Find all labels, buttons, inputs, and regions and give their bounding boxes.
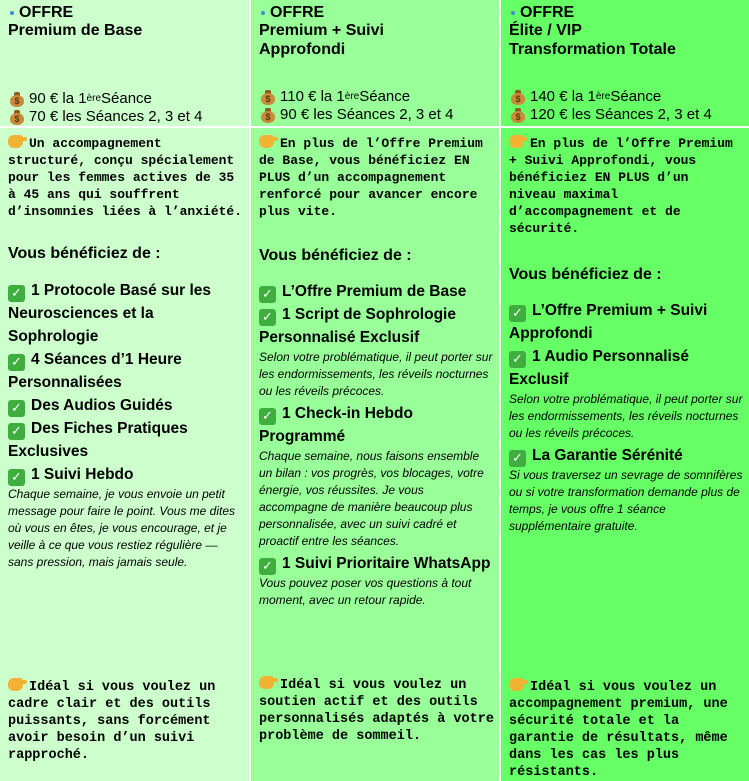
money-bag-icon (511, 108, 525, 123)
check-icon: ✓ (509, 450, 526, 467)
check-icon: ✓ (8, 354, 25, 371)
benefit-item: ✓ L’Offre Premium + Suivi Approfondi (509, 302, 708, 342)
check-icon: ✓ (259, 309, 276, 326)
check-icon: ✓ (8, 423, 25, 440)
price-line: $ 70 € les Séances 2, 3 et 4 (10, 108, 202, 126)
offer-body-premium-base (0, 128, 251, 781)
pointing-hand-icon (259, 135, 274, 148)
money-bag-icon (261, 90, 275, 105)
benefit-description: Chaque semaine, nous faisons ensemble un bilan : vos progrès, vos blocages, votre énergie, vos réussites. Je vous accompagne de manière beaucoup plus personnalisée, avec un suivi cadré et proactif entre les séances. (259, 449, 484, 548)
money-bag-icon (10, 92, 24, 107)
benefits-list (509, 299, 743, 535)
offer-header-premium-base (0, 0, 251, 128)
plan-title: Élite / VIP Transformation Totale (509, 22, 676, 58)
offer-body-elite-vip (501, 128, 749, 781)
plan-title: Premium de Base (8, 22, 143, 39)
benefit-item: ✓ Des Audios Guidés (8, 394, 243, 417)
benefits-list (8, 279, 243, 571)
check-icon: ✓ (259, 286, 276, 303)
money-bag-icon (261, 108, 275, 123)
ideal-note: Idéal si vous voulez un cadre clair et des outils puissants, sans forcément avoir besoin d’un suivi rapproché. (8, 680, 216, 763)
benefit-item: ✓ 1 Suivi Prioritaire WhatsApp (259, 552, 493, 575)
offre-label: OFFRE (509, 4, 743, 21)
money-bag-icon (511, 90, 525, 105)
offer-intro: Un accompagnement structuré, conçu spécialement pour les femmes actives de 35 à 45 ans qui souffrent d’insomnies liées à l’anxiété. (8, 136, 243, 219)
price-line: $ 120 € les Séances 2, 3 et 4 (511, 106, 712, 124)
benefit-description: Selon votre problématique, il peut porter sur les endormissements, les réveils nocturnes ou les réveils précoces. (509, 392, 743, 440)
offer-body-premium-suivi (251, 128, 501, 781)
pointing-hand-icon (8, 678, 23, 691)
price-block (261, 88, 453, 124)
benefit-item: ✓ 1 Audio Personnalisé Exclusif (509, 348, 690, 388)
check-icon: ✓ (259, 408, 276, 425)
offre-label: OFFRE (8, 4, 243, 21)
pointing-hand-icon (259, 676, 274, 689)
benefit-description: Chaque semaine, je vous envoie un petit message pour faire le point. Vous me dites où vous en êtes, je vous encourage, et je veille à ce que vous restiez régulière — sans pression, mais jamais seule. (8, 487, 236, 569)
bullet-dot-icon (261, 11, 265, 15)
benefits-heading: Vous bénéficiez de : (509, 266, 662, 283)
benefit-item: ✓ L’Offre Premium de Base (259, 280, 493, 303)
benefit-item: ✓ 4 Séances d’1 Heure Personnalisées (8, 351, 182, 391)
benefit-item: ✓ 1 Script de Sophrologie Personnalisé Exclusif (259, 306, 456, 346)
price-block (10, 90, 202, 126)
ideal-note: Idéal si vous voulez un soutien actif et des outils personnalisés adaptés à votre problème de sommeil. (259, 678, 494, 744)
check-icon: ✓ (259, 558, 276, 575)
benefit-description: Vous pouvez poser vos questions à tout moment, avec un retour rapide. (259, 576, 472, 607)
price-line: $ 140 € la 1 ère Séance (511, 88, 712, 106)
check-icon: ✓ (8, 285, 25, 302)
benefit-item: ✓ Des Fiches Pratiques Exclusives (8, 420, 188, 460)
check-icon: ✓ (8, 400, 25, 417)
check-icon: ✓ (509, 351, 526, 368)
ideal-note: Idéal si vous voulez un accompagnement premium, une sécurité totale et la garantie de résultats, même dans les cas les plus résistants. (509, 680, 728, 780)
plan-title: Premium + Suivi Approfondi (259, 22, 384, 58)
benefit-item: ✓ 1 Check-in Hebdo Programmé (259, 405, 413, 445)
benefit-description: Si vous traversez un sevrage de somnifères ou si votre transformation demande plus de temps, je vous offre 1 séance supplémentaire gratuite. (509, 468, 743, 533)
pointing-hand-icon (8, 135, 23, 148)
benefit-item: ✓ La Garantie Sérénité (509, 444, 743, 467)
price-line: $ 110 € la 1 ère Séance (261, 88, 453, 106)
check-icon: ✓ (509, 305, 526, 322)
price-block (511, 88, 712, 124)
bullet-dot-icon (10, 11, 14, 15)
offer-intro: En plus de l’Offre Premium + Suivi Approfondi, vous bénéficiez EN PLUS d’un niveau maximal d’accompagnement et de sécurité. (509, 136, 733, 236)
pointing-hand-icon (509, 135, 524, 148)
money-bag-icon (10, 110, 24, 125)
benefit-item: ✓ 1 Protocole Basé sur les Neurosciences et la Sophrologie (8, 282, 212, 345)
check-icon: ✓ (8, 469, 25, 486)
bullet-dot-icon (511, 11, 515, 15)
price-line: $ 90 € les Séances 2, 3 et 4 (261, 106, 453, 124)
benefits-heading: Vous bénéficiez de : (259, 247, 412, 264)
offer-header-premium-suivi (251, 0, 501, 128)
price-line: $ 90 € la 1 ère Séance (10, 90, 202, 108)
offre-label: OFFRE (259, 4, 493, 21)
benefit-description: Selon votre problématique, il peut porter sur les endormissements, les réveils nocturnes ou les réveils précoces. (259, 350, 493, 398)
benefits-list (259, 280, 493, 609)
offer-intro: En plus de l’Offre Premium de Base, vous bénéficiez EN PLUS d’un accompagnement renforcé pour avancer encore plus vite. (259, 136, 483, 219)
benefit-item: ✓ 1 Suivi Hebdo (8, 463, 243, 486)
offer-header-elite-vip (501, 0, 749, 128)
pointing-hand-icon (509, 678, 524, 691)
benefits-heading: Vous bénéficiez de : (8, 245, 161, 262)
